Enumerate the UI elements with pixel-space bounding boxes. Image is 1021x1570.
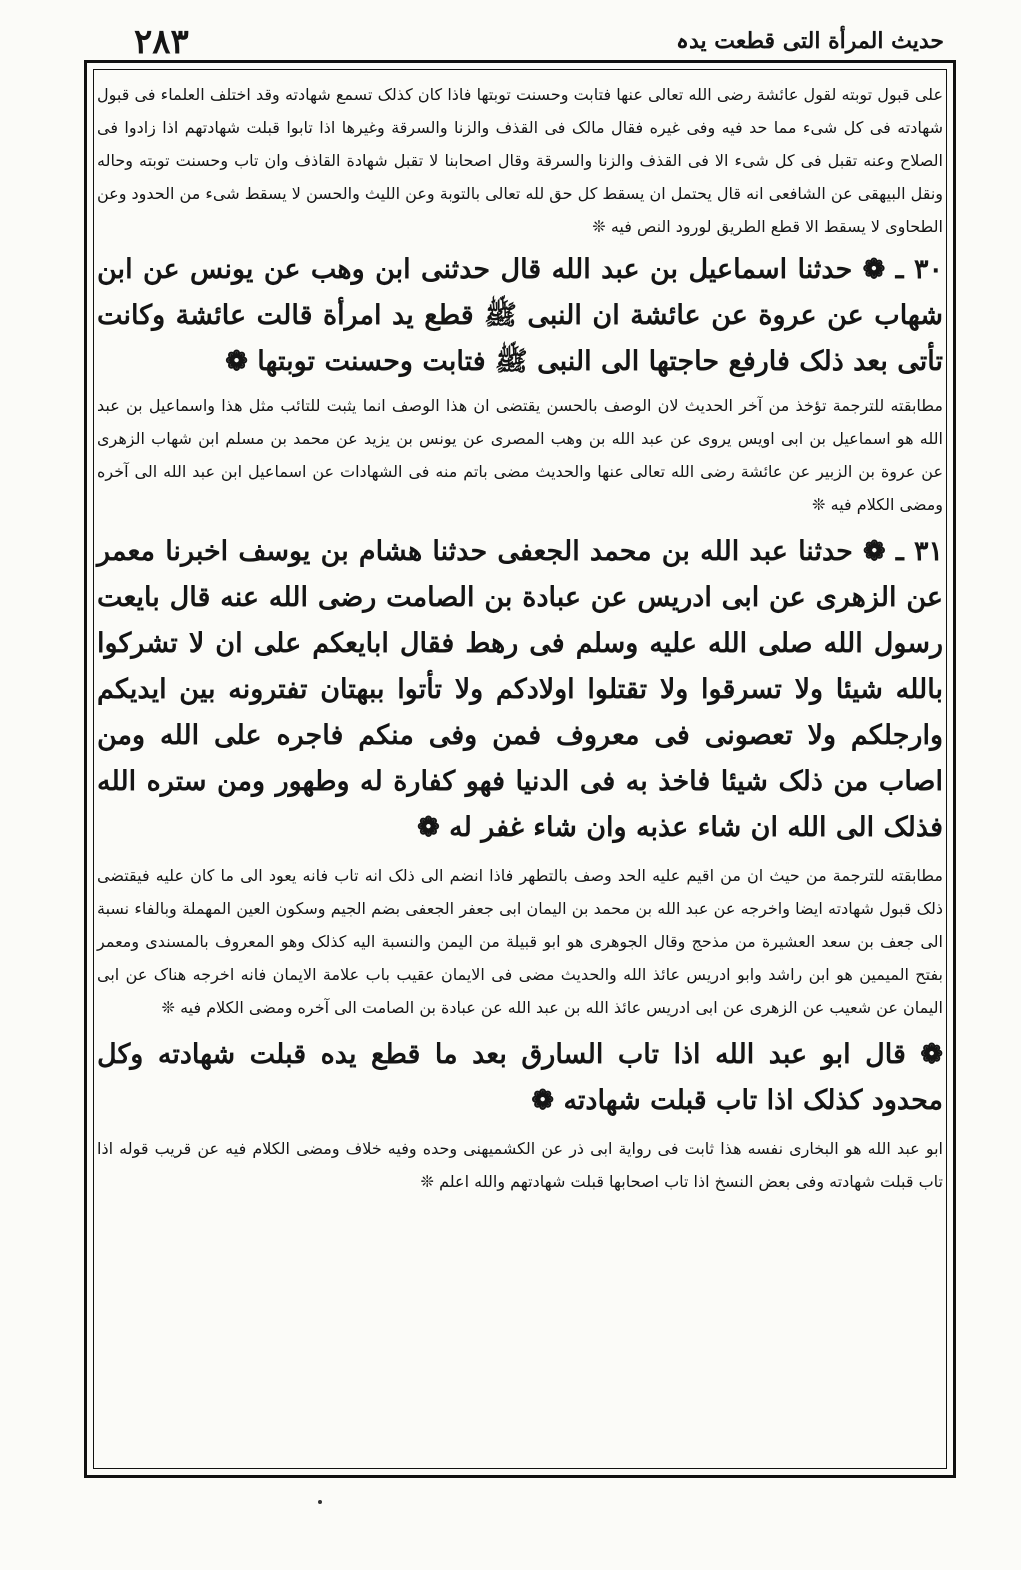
hadith-note: ❁ قال ابو عبد الله اذا تاب السارق بعد ما قطع یده قبلت شهادته وکل محدود کذلک اذا تاب قبلت شهادته ❁	[97, 1039, 943, 1116]
commentary-paragraph-3: مطابقته للترجمة من حیث ان من اقیم علیه الحد وصف بالتطهر فاذا انضم الی ذلک انه تاب فانه یعود الی ما کان علیه فیقتضی ذلک قبول شهادته ایضا واخرجه عن عبد الله بن محمد بن الیمان ابی جعفر الجعفی بضم الجیم وسکون العین المهملة وبالفاء نسبة الی جعف بن سعد العشیرة من مذحج وقال الجوهری هو ابو قبیلة من الیمن والنسبة الیه کذلک وهو المعروف بالمسندی ومعمر بفتح المیمین هو ابن راشد وابو ادریس عائذ الله والحدیث مضی فی الایمان عقیب باب علامة الایمان فانه اخرجه هناک عن ابی الیمان عن شعیب عن الزهری عن ابی ادریس عائذ الله بن عبد الله عن عبادة بن الصامت الی آخره ومضی الکلام فیه ❊	[97, 866, 943, 1017]
commentary-paragraph-4: ابو عبد الله هو البخاری نفسه هذا ثابت فی روایة ابی ذر عن الکشمیهنی وحده وفیه خلاف ومضی الکلام فیه عن قریب قوله اذا تاب قبلت شهادته وفی بعض النسخ اذا تاب اصحابها قبلت شهادتهم والله اعلم ❊	[97, 1139, 943, 1191]
hadith-31: ٣١ ـ ❁ حدثنا عبد الله بن محمد الجعفی حدثنا هشام بن یوسف اخبرنا معمر عن الزهری عن ابی ادریس عن عبادة بن الصامت رضی الله عنه قال بایعت رسول الله صلی الله علیه وسلم فی رهط فقال ابایعکم علی ان لا تشرکوا بالله شیئا ولا تسرقوا ولا تقتلوا اولادکم ولا تأتوا ببهتان تفترونه بین ایدیکم وارجلکم ولا تعصونی فی معروف فمن وفی منکم فاجره علی الله ومن اصاب من ذلک شیئا فاخذ به فی الدنیا فهو کفارة له وطهور ومن ستره الله فذلک الی الله ان شاء عذبه وان شاء غفر له ❁	[97, 536, 943, 843]
page-header	[84, 22, 954, 62]
page-number: ٢٨٣	[134, 22, 189, 62]
page-content	[97, 78, 943, 1198]
commentary-paragraph-1: علی قبول توبته لقول عائشة رضی الله تعالی عنها فتابت وحسنت توبتها فاذا کان کذلک تسمع شهادته وقد اختلف العلماء فی قبول شهادته فی کل شیء مما حد فیه وفی غیره فقال مالک فی القذف والزنا والسرقة وغیرها اذا تابوا قبلت شهادتهم اذا زادوا فی الصلاح وعنه تقبل فی کل شیء الا فی القذف والزنا والسرقة وقال اصحابنا لا تقبل شهادة القاذف وان تاب وحسنت توبته وحاله ونقل البیهقی عن الشافعی انه قال یحتمل ان یسقط کل حق لله تعالی بالتوبة وعن اللیث والحسن لا یسقط شیء من الحدود وعن الطحاوی لا یسقط الا قطع الطریق لورود النص فیه ❊	[96, 85, 943, 236]
running-title: حدیث المرأة التی قطعت یدہ	[676, 28, 944, 54]
print-speck	[318, 1500, 322, 1504]
hadith-30: ٣٠ ـ ❁ حدثنا اسماعیل بن عبد الله قال حدثنی ابن وهب عن یونس عن ابن شهاب عن عروة عن عائشة ان النبی ﷺ قطع ید امرأة قالت عائشة وکانت تأتی بعد ذلک فارفع حاجتها الی النبی ﷺ فتابت وحسنت توبتها ❁	[97, 254, 943, 377]
commentary-paragraph-2: مطابقته للترجمة تؤخذ من آخر الحدیث لان الوصف بالحسن یقتضی ان هذا الوصف انما یثبت للتائب مثل هذا واسماعیل بن عبد الله هو اسماعیل بن ابی اویس یروی عن عبد الله بن وهب المصری عن یونس بن یزید عن محمد بن مسلم ابن شهاب الزهری عن عروة بن الزبیر عن عائشة رضی الله تعالی عنها والحدیث مضی باتم منه فی الشهادات عن اسماعیل ابن عبد الله الی آخره ومضی الکلام فیه ❊	[97, 396, 943, 514]
